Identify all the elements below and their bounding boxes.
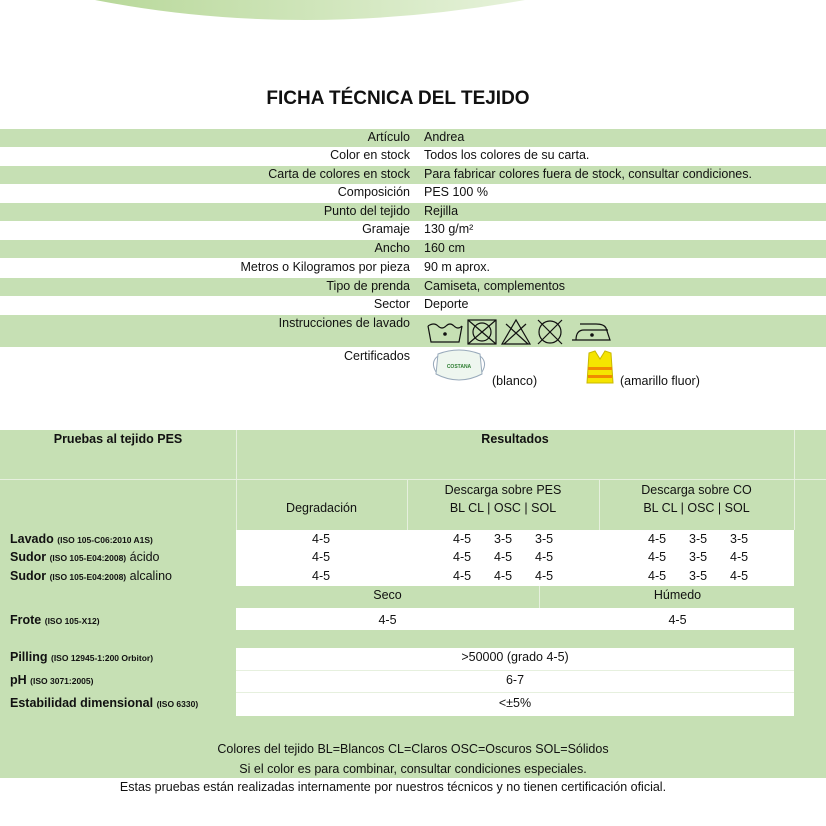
spec-row: Tipo de prenda Camiseta, complementos <box>0 278 826 296</box>
spec-row: Artículo Andrea <box>0 129 826 147</box>
iron-icon <box>572 324 610 340</box>
result-pes: 4-5 <box>535 550 554 564</box>
test-name-estabilidad: Estabilidad dimensional (ISO 6330) <box>10 696 199 710</box>
result-co: 4-5 <box>730 569 749 583</box>
result-co: 3-5 <box>689 532 708 546</box>
certificate-caption: (amarillo fluor) <box>620 374 700 388</box>
certificates-row: Certificados <box>0 347 826 397</box>
test-name-frote: Frote (ISO 105-X12) <box>10 613 100 627</box>
wash-tub-icon <box>428 324 462 342</box>
test-name-lavado: Lavado (ISO 105-C06:2010 A1S) <box>10 532 153 546</box>
col-pes: Descarga sobre PES <box>444 483 562 497</box>
note-colors: Colores del tejido BL=Blancos CL=Claros OSC=Oscuros SOL=Sólidos <box>217 742 609 756</box>
col-co-sub: BL CL | OSC | SOL <box>643 501 750 515</box>
result-pes: 3-5 <box>494 532 513 546</box>
col-degradacion: Degradación <box>286 501 357 515</box>
spec-row: Ancho 160 cm <box>0 240 826 258</box>
svg-text:COSTANA: COSTANA <box>446 364 472 370</box>
spec-row: Sector Deporte <box>0 296 826 314</box>
note-disclaimer: Estas pruebas están realizadas internamente por nuestros técnicos y no tienen certificación oficial. <box>119 780 667 794</box>
mask-certificate-icon <box>428 348 490 384</box>
spec-row: Composición PES 100 % <box>0 184 826 202</box>
spec-row: Metros o Kilogramos por pieza 90 m aprox. <box>0 259 826 277</box>
test-name-sudor-alcalino: Sudor (ISO 105-E04:2008) alcalino <box>10 569 173 583</box>
result-pes: 4-5 <box>453 532 472 546</box>
result-co: 4-5 <box>648 569 667 583</box>
result-pes: 4-5 <box>494 550 513 564</box>
spec-row: Punto del tejido Rejilla <box>0 203 826 221</box>
test-name-sudor-acido: Sudor (ISO 105-E04:2008) ácido <box>10 550 160 564</box>
result-estabilidad: <±5% <box>498 696 532 710</box>
no-tumble-dry-icon <box>468 320 496 344</box>
result-co: 4-5 <box>648 532 667 546</box>
result-deg: 4-5 <box>312 550 331 564</box>
result-co: 3-5 <box>689 569 708 583</box>
spec-row: Gramaje 130 g/m² <box>0 221 826 239</box>
result-co: 4-5 <box>730 550 749 564</box>
result-pes: 4-5 <box>453 569 472 583</box>
spec-row: Carta de colores en stock Para fabricar colores fuera de stock, consultar condiciones. <box>0 166 826 184</box>
result-deg: 4-5 <box>312 532 331 546</box>
result-pes: 4-5 <box>494 569 513 583</box>
test-name-ph: pH (ISO 3071:2005) <box>10 673 94 687</box>
col-seco: Seco <box>373 588 402 602</box>
result-pilling: >50000 (grado 4-5) <box>461 650 569 664</box>
washing-row: Instrucciones de lavado <box>0 315 826 347</box>
result-deg: 4-5 <box>312 569 331 583</box>
tests-header-left: Pruebas al tejido PES <box>53 432 183 446</box>
result-co: 3-5 <box>689 550 708 564</box>
spec-row: Color en stock Todos los colores de su carta. <box>0 147 826 165</box>
page-title: FICHA TÉCNICA DEL TEJIDO <box>266 88 530 109</box>
result-ph: 6-7 <box>505 673 525 687</box>
result-co: 3-5 <box>730 532 749 546</box>
header-swoosh <box>0 0 826 30</box>
result-pes: 4-5 <box>535 569 554 583</box>
result-frote-seco: 4-5 <box>378 613 397 627</box>
no-bleach-icon <box>502 320 530 344</box>
test-name-pilling: Pilling (ISO 12945-1:200 Orbitor) <box>10 650 154 664</box>
result-pes: 4-5 <box>453 550 472 564</box>
col-humedo: Húmedo <box>653 588 702 602</box>
tests-header-right: Resultados <box>481 432 549 446</box>
vest-certificate-icon <box>585 349 615 385</box>
result-pes: 3-5 <box>535 532 554 546</box>
col-pes-sub: BL CL | OSC | SOL <box>449 501 557 515</box>
no-dry-clean-icon <box>538 320 562 344</box>
col-co: Descarga sobre CO <box>641 483 752 497</box>
result-co: 4-5 <box>648 550 667 564</box>
care-icons <box>426 318 616 346</box>
certificate-caption: (blanco) <box>492 374 538 388</box>
note-combinar: Si el color es para combinar, consultar condiciones especiales. <box>239 762 587 776</box>
result-frote-humedo: 4-5 <box>668 613 687 627</box>
